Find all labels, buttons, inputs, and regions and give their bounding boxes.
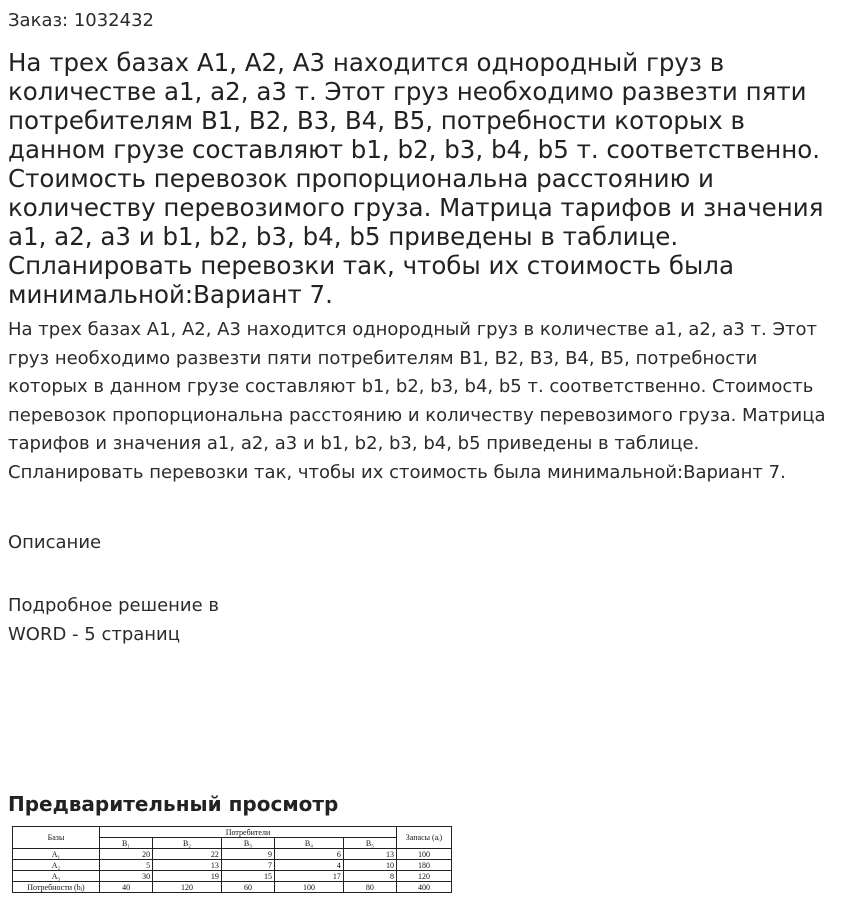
- tariff-cell: 5: [100, 860, 153, 871]
- solution-details: Подробное решение в WORD - 5 страниц: [8, 595, 220, 645]
- base-label: A₂: [13, 860, 100, 871]
- stock-cell: 100: [397, 849, 452, 860]
- tariff-cell: 6: [275, 849, 344, 860]
- demand-cell: 100: [275, 882, 344, 893]
- demand-cell: 120: [153, 882, 222, 893]
- table-row: [13, 849, 452, 860]
- tariff-cell: 15: [221, 871, 274, 882]
- preview-title: Предварительный просмотр: [8, 792, 339, 816]
- tariff-cell: 13: [153, 860, 222, 871]
- base-label: A₁: [13, 849, 100, 860]
- demand-cell: 60: [221, 882, 274, 893]
- demand-cell: 80: [343, 882, 396, 893]
- stock-cell: 180: [397, 860, 452, 871]
- base-label: A₃: [13, 871, 100, 882]
- order-number: Заказ: 1032432: [8, 10, 154, 31]
- demand-cell: 40: [100, 882, 153, 893]
- consumer-label: B₁: [100, 838, 153, 849]
- tariff-cell: 7: [221, 860, 274, 871]
- consumer-label: B₂: [153, 838, 222, 849]
- task-description: На трех базах А1, А2, А3 находится однородный груз в количестве а1, а2, а3 т. Этот груз необходимо развезти пяти потребителям В1, В2, В3, В4, В5, потребности которых в данном грузе составляют b1, b2, b3, b4, b5 т. соответственно. Стоимость перевозок пропорциональна расстоянию и количеству перевозимого груза. Матрица тарифов и значения а1, а2, а3 и b1, b2, b3, b4, b5 приведены в таблице. Спланировать перевозки так, чтобы их стоимость была минимальной:Вариант 7.: [8, 319, 826, 483]
- consumer-label: B₅: [343, 838, 396, 849]
- description-label: Описание: [8, 532, 102, 553]
- preview-image: [12, 826, 454, 913]
- table-row: [13, 871, 452, 882]
- tariff-cell: 10: [343, 860, 396, 871]
- consumer-label: B₄: [275, 838, 344, 849]
- table-row: [13, 860, 452, 871]
- table-row-demand: [13, 882, 452, 893]
- consumer-label: B₃: [221, 838, 274, 849]
- tariff-cell: 22: [153, 849, 222, 860]
- tariff-table: [12, 826, 452, 893]
- stock-cell: 120: [397, 871, 452, 882]
- tariff-cell: 19: [153, 871, 222, 882]
- tariff-cell: 13: [343, 849, 396, 860]
- header-stock: Запасы (aᵢ): [397, 827, 452, 849]
- demand-label: Потребности (bⱼ): [13, 882, 100, 893]
- page-title: На трех базах А1, А2, А3 находится однородный груз в количестве а1, а2, а3 т. Этот груз необходимо развезти пяти потребителям В1, В2, В3, В4, В5, потребности которых в данном грузе составляют b1, b2, b3, b4, b5 т. соответственно. Стоимость перевозок пропорциональна расстоянию и количеству перевозимого груза. Матрица тарифов и значения а1, а2, а3 и b1, b2, b3, b4, b5 приведены в таблице. Спланировать перевозки так, чтобы их стоимость была минимальной:Вариант 7.: [8, 48, 824, 309]
- stock-total-cell: 400: [397, 882, 452, 893]
- header-consumers: Потребители: [100, 827, 397, 838]
- tariff-cell: 8: [343, 871, 396, 882]
- tariff-cell: 4: [275, 860, 344, 871]
- tariff-cell: 30: [100, 871, 153, 882]
- tariff-cell: 9: [221, 849, 274, 860]
- header-base: Базы: [13, 827, 100, 849]
- table-header-row: [13, 827, 452, 838]
- tariff-cell: 17: [275, 871, 344, 882]
- tariff-cell: 20: [100, 849, 153, 860]
